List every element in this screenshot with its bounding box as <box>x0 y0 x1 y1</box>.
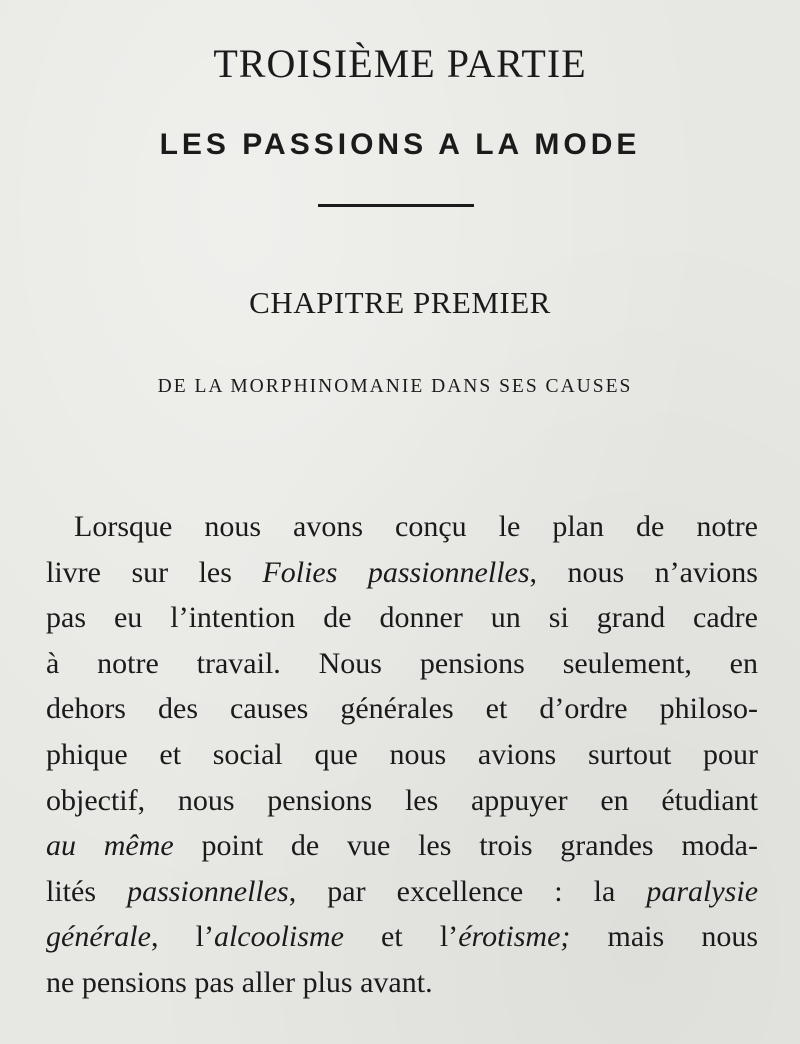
text-line <box>46 686 758 732</box>
text-segment: , par excellence : la <box>288 874 647 908</box>
text-line <box>46 960 758 1006</box>
text-segment: livre sur les <box>46 555 263 589</box>
text-segment: ne pensions pas aller plus avant. <box>46 965 433 999</box>
italic-text: au même <box>46 829 174 863</box>
text-segment: mais nous <box>570 920 759 954</box>
text-segment: phique et social que nous avions surtout pour <box>46 737 758 771</box>
text-segment: , l’ <box>150 920 214 954</box>
text-line <box>46 778 758 824</box>
text-line <box>46 595 758 641</box>
italic-text: générale <box>46 920 151 954</box>
section-title: LES PASSIONS A LA MODE <box>159 128 641 161</box>
text-segment: à notre travail. Nous pensions seulement, en <box>46 646 758 680</box>
text-line <box>46 641 758 687</box>
text-segment: objectif, nous pensions les appuyer en étudiant <box>46 783 758 817</box>
italic-text: passionnelles <box>127 874 289 908</box>
text-segment: et l’ <box>343 920 459 954</box>
text-segment: Lorsque nous avons conçu le plan de notre <box>74 510 758 543</box>
text-segment: , nous n’avions <box>529 555 758 589</box>
text-line <box>46 823 758 869</box>
italic-text: paralysie <box>646 874 759 908</box>
chapter-title: CHAPITRE PREMIER <box>249 285 551 320</box>
text-segment: lités <box>46 874 128 908</box>
italic-text: érotisme; <box>458 920 571 954</box>
text-line <box>46 504 758 550</box>
italic-text: Folies passionnelles <box>262 555 530 589</box>
text-line <box>46 914 758 960</box>
body-paragraph <box>46 504 758 1006</box>
text-segment: dehors des causes générales et d’ordre philoso- <box>46 692 758 726</box>
text-segment: pas eu l’intention de donner un si grand cadre <box>46 601 758 635</box>
text-segment: point de vue les trois grandes moda- <box>173 829 758 863</box>
text-line <box>46 550 758 596</box>
text-line <box>46 732 758 778</box>
italic-text: alcoolisme <box>213 920 344 954</box>
decorative-rule <box>318 204 474 207</box>
part-title: TROISIÈME PARTIE <box>213 41 587 86</box>
text-line <box>46 869 758 915</box>
chapter-subtitle: DE LA MORPHINOMANIE DANS SES CAUSES <box>157 376 633 397</box>
